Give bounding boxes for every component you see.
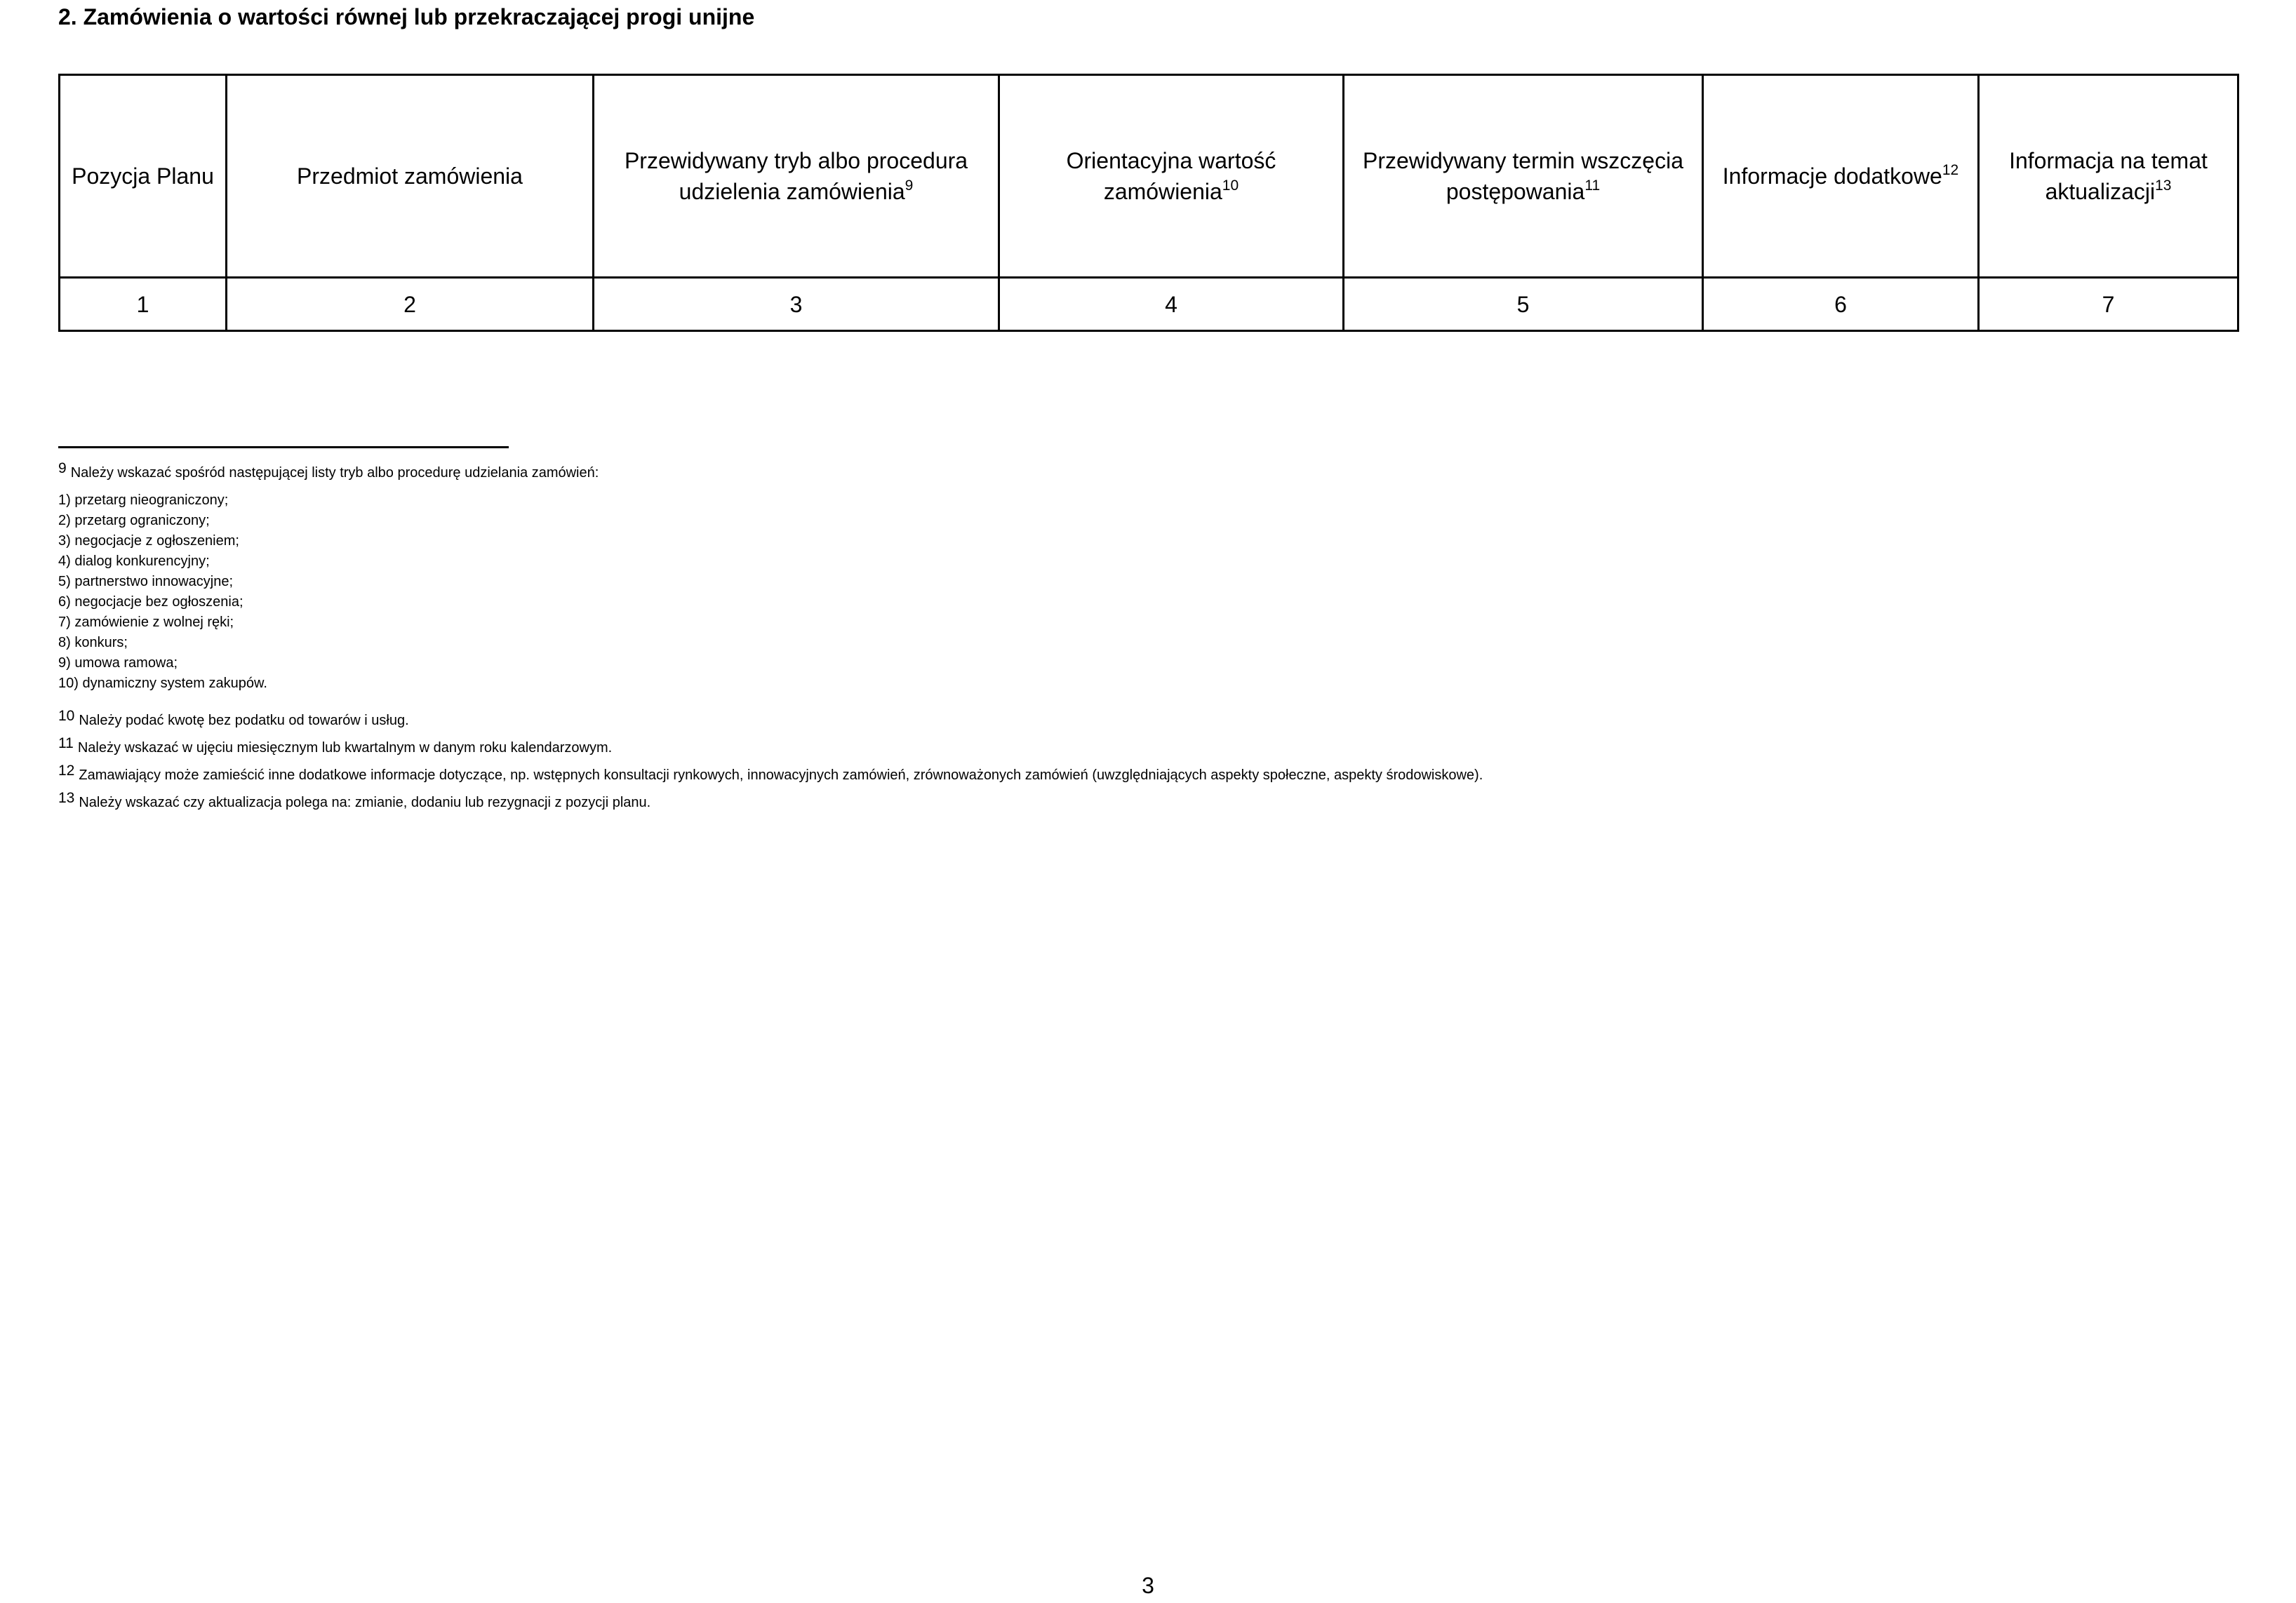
footnote-separator: [58, 446, 509, 448]
list-item: 7) zamówienie z wolnej ręki;: [58, 615, 234, 630]
list-item: 9) umowa ramowa;: [58, 655, 178, 671]
footnote-number: 12: [58, 763, 75, 779]
column-number: 5: [1344, 278, 1703, 331]
header-cell-position: Pozycja Planu: [60, 75, 227, 278]
footnote-10: [58, 708, 2234, 731]
list-item: 4) dialog konkurencyjny;: [58, 554, 210, 569]
footnote-9: [58, 460, 2234, 483]
column-number: 6: [1703, 278, 1979, 331]
footnote-text: Należy wskazać czy aktualizacja polega na: zmianie, dodaniu lub rezygnacji z pozycji planu.: [79, 795, 651, 810]
column-number: 4: [999, 278, 1344, 331]
footnote-number: 13: [58, 790, 75, 806]
footnote-ref-9: 9: [905, 177, 914, 194]
footnote-text: Należy wskazać w ujęciu miesięcznym lub kwartalnym w danym roku kalendarzowym.: [77, 740, 613, 756]
footnotes: [58, 460, 2234, 820]
list-item: 8) konkurs;: [58, 635, 128, 650]
procedure-list: [58, 490, 2234, 694]
footnote-number: 9: [58, 460, 67, 476]
list-item: 1) przetarg nieograniczony;: [58, 492, 229, 508]
footnote-12: [58, 765, 2234, 786]
footnote-ref-13: 13: [2155, 177, 2172, 194]
footnote-11: [58, 735, 2234, 758]
column-number: 1: [60, 278, 227, 331]
footnote-13: [58, 790, 2234, 813]
column-number: 2: [227, 278, 594, 331]
footnote-ref-11: 11: [1584, 177, 1601, 194]
header-cell-additional-info: Informacje dodatkowe$^{12}$: [1703, 75, 1979, 278]
list-item: 5) partnerstwo innowacyjne;: [58, 574, 234, 589]
list-item: 6) negocjacje bez ogłoszenia;: [58, 594, 243, 610]
list-item: 10) dynamiczny system zakupów.: [58, 676, 267, 691]
list-item: 2) przetarg ograniczony;: [58, 513, 210, 528]
header-cell-update-info: Informacja na temat aktualizacji$^{13}$: [1979, 75, 2238, 278]
column-number-row: [60, 278, 2238, 331]
header-cell-subject: Przedmiot zamówienia: [227, 75, 594, 278]
column-number: 7: [1979, 278, 2238, 331]
column-number: 3: [594, 278, 999, 331]
footnote-ref-10: 10: [1222, 177, 1239, 194]
section-title: 2. Zamówienia o wartości równej lub przekraczającej progi unijne: [58, 4, 755, 29]
header-cell-procedure: Przewidywany tryb albo procedura udzielenia zamówienia$^9$: [594, 75, 999, 278]
page-number: 3: [1142, 1573, 1154, 1598]
footnote-text: Należy podać kwotę bez podatku od towarów i usług.: [79, 713, 409, 728]
list-item: 3) negocjacje z ogłoszeniem;: [58, 533, 239, 549]
header-cell-value: Orientacyjna wartość zamówienia$^{10}$: [999, 75, 1344, 278]
table-header-row: [60, 75, 2238, 278]
footnote-number: 11: [58, 735, 74, 751]
footnote-number: 10: [58, 708, 75, 724]
footnote-ref-12: 12: [1942, 162, 1959, 178]
footnote-text: Zamawiający może zamieścić inne dodatkowe informacje dotyczące, np. wstępnych konsultacji rynkowych, innowacyjnych zamówień, zrównoważonych zamówień (uwzględniających aspekty społeczne, aspekty środowiskowe).: [79, 767, 1483, 783]
header-cell-start-date: Przewidywany termin wszczęcia postępowania$^{11}$: [1344, 75, 1703, 278]
procurement-plan-table: [58, 74, 2239, 332]
footnote-text: Należy wskazać spośród następującej listy tryb albo procedurę udzielania zamówień:: [70, 465, 599, 481]
